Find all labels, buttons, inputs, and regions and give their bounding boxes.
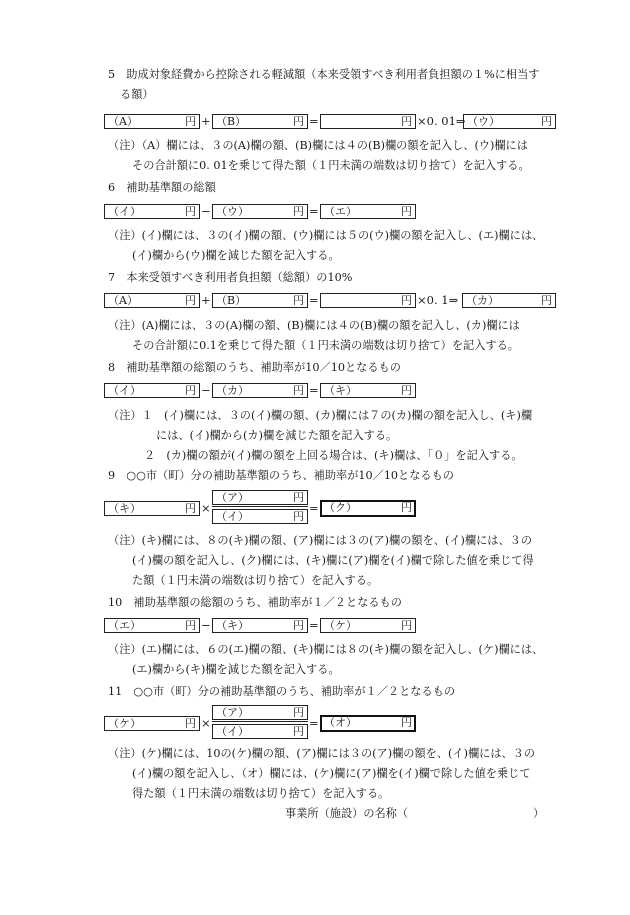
note-9-line3: た額（１円未満の端数は切り捨て）を記入する。: [132, 574, 379, 587]
multiplier-label: ×0. 01⇒: [417, 114, 466, 128]
fraction-numerator-a[interactable]: （ア） 円: [212, 705, 308, 720]
section-11-heading: 11 ○○市（町）分の補助基準額のうち、補助率が１／２となるもの: [108, 685, 456, 698]
field-i[interactable]: （イ） 円: [104, 383, 200, 398]
section-5-heading: 5 助成対象経費から控除される軽減額（本来受領すべき利用者負担額の１%に相当す: [108, 68, 540, 81]
times-sign: ×: [201, 716, 211, 730]
section-7-heading: 7 本来受領すべき利用者負担額（総額）の10%: [108, 271, 353, 284]
facility-name-close: ）: [533, 807, 545, 820]
field-o[interactable]: （オ） 円: [320, 715, 416, 732]
note-6-line1: （注）(イ)欄には、３の(イ)欄の額、(ウ)欄には５の(ウ)欄の額を記入し、(エ)欄には、: [108, 229, 544, 242]
field-b[interactable]: （B） 円: [212, 114, 308, 129]
facility-name-field[interactable]: [412, 806, 532, 821]
equals-sign: =: [309, 293, 319, 307]
minus-sign: −: [201, 618, 211, 632]
field-ki[interactable]: （キ） 円: [104, 501, 200, 516]
equals-sign: =: [309, 716, 319, 730]
note-11-line3: 得た額（１円未満の端数は切り捨て）を記入する。: [132, 787, 390, 800]
note-8-line3: ２ (カ)欄の額が(イ)欄の額を上回る場合は、(キ)欄は、「０」を記入する。: [144, 449, 523, 462]
section-5-heading-cont: る額）: [120, 88, 154, 101]
note-11-line1: （注）(ケ)欄には、10の(ケ)欄の額、(ア)欄には３の(ア)欄の額を、(イ)欄には、３の: [108, 747, 536, 760]
minus-sign: −: [201, 383, 211, 397]
note-8-line1: （注）１ (イ)欄には、３の(イ)欄の額、(カ)欄には７の(カ)欄の額を記入し、(キ)欄: [108, 409, 533, 422]
field-ki[interactable]: （キ） 円: [212, 618, 308, 633]
fraction-denominator-i[interactable]: （イ） 円: [212, 724, 308, 739]
note-7-line2: その合計額に0.1を乗じて得た額（１円未満の端数は切り捨て）を記入する。: [132, 339, 519, 352]
section-10-heading: 10 補助基準額の総額のうち、補助率が１／２となるもの: [108, 596, 402, 609]
equals-sign: =: [309, 618, 319, 632]
equals-sign: =: [309, 204, 319, 218]
section-6-heading: 6 補助基準額の総額: [108, 181, 216, 194]
field-a[interactable]: （A） 円: [104, 293, 200, 308]
plus-sign: +: [201, 293, 211, 307]
note-9-line2: (イ)欄の額を記入し、(ク)欄には、(キ)欄に(ア)欄を(イ)欄で除した値を乗じて得: [132, 554, 534, 567]
field-ke[interactable]: （ケ） 円: [104, 716, 200, 731]
note-6-line2: (イ)欄から(ウ)欄を減じた額を記入する。: [132, 249, 340, 262]
multiplier-label: ×0. 1⇒: [417, 293, 459, 307]
note-9-line1: （注）(キ)欄には、８の(キ)欄の額、(ア)欄には３の(ア)欄の額を、(イ)欄には、３の: [108, 534, 533, 547]
equals-sign: =: [309, 383, 319, 397]
fraction-bar: [212, 506, 308, 507]
note-5-line2: その合計額に0. 01を乗じて得た額（１円未満の端数は切り捨て）を記入する。: [132, 159, 530, 172]
field-ka[interactable]: （カ） 円: [462, 293, 556, 308]
section-9-heading: 9 ○○市（町）分の補助基準額のうち、補助率が10／10となるもの: [108, 469, 454, 482]
fraction-bar: [212, 721, 308, 722]
note-10-line1: （注）(エ)欄には、６の(エ)欄の額、(キ)欄には８の(キ)欄の額を記入し、(ケ)欄には、: [108, 643, 544, 656]
field-ku[interactable]: （ク） 円: [320, 500, 416, 517]
field-ka[interactable]: （カ） 円: [212, 383, 308, 398]
times-sign: ×: [201, 501, 211, 515]
field-e[interactable]: （エ） 円: [104, 618, 200, 633]
equals-sign: =: [309, 114, 319, 128]
plus-sign: +: [201, 114, 211, 128]
note-10-line2: (エ)欄から(キ)欄を減じた額を記入する。: [132, 663, 340, 676]
fraction-numerator-a[interactable]: （ア） 円: [212, 490, 308, 505]
note-7-line1: （注）(A)欄には、３の(A)欄の額、(B)欄には４の(B)欄の額を記入し、(カ)欄には: [108, 319, 520, 332]
fraction-denominator-i[interactable]: （イ） 円: [212, 509, 308, 524]
facility-name-label: 事業所（施設）の名称（: [285, 807, 409, 820]
field-a[interactable]: （A） 円: [104, 114, 200, 129]
note-8-line2: には、(イ)欄から(カ)欄を減じた額を記入する。: [156, 429, 398, 442]
section-8-heading: 8 補助基準額の総額のうち、補助率が10／10となるもの: [108, 361, 401, 374]
field-sum[interactable]: 円: [320, 293, 416, 308]
field-u[interactable]: （ウ） 円: [463, 114, 556, 129]
field-ke[interactable]: （ケ） 円: [320, 618, 416, 633]
field-ki[interactable]: （キ） 円: [320, 383, 416, 398]
minus-sign: −: [201, 204, 211, 218]
field-e[interactable]: （エ） 円: [320, 204, 416, 219]
note-11-line2: (イ)欄の額を記入し、（オ）欄には、(ケ)欄に(ア)欄を(イ)欄で除した値を乗じて: [132, 767, 531, 780]
equals-sign: =: [309, 501, 319, 515]
field-b[interactable]: （B） 円: [212, 293, 308, 308]
field-i[interactable]: （イ） 円: [104, 204, 200, 219]
field-sum[interactable]: 円: [320, 114, 416, 129]
field-u[interactable]: （ウ） 円: [212, 204, 308, 219]
note-5-line1: （注）（A）欄には、３の(A)欄の額、(B)欄には４の(B)欄の額を記入し、(ウ)欄には: [108, 139, 528, 152]
